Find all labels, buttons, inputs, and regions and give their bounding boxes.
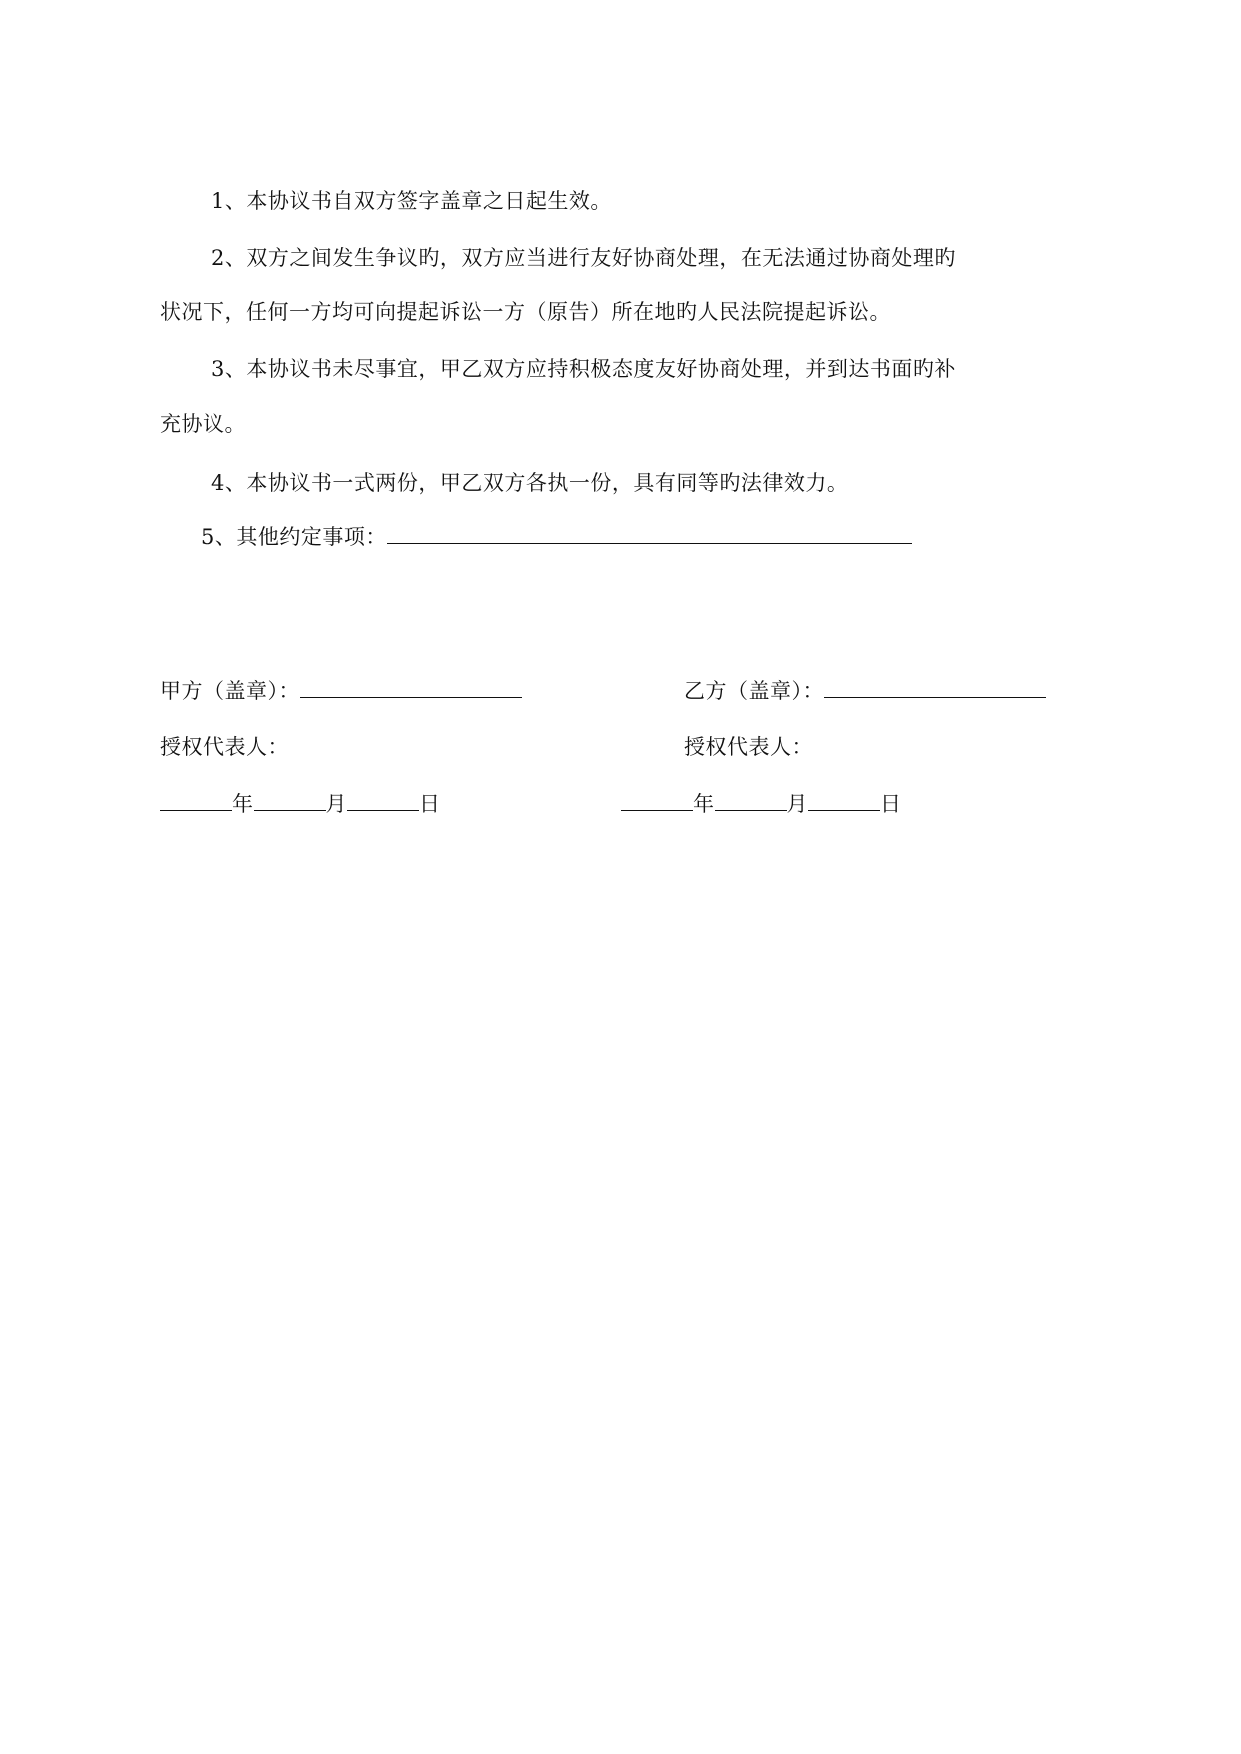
party-b-seal-label: 乙方（盖章）： bbox=[684, 679, 824, 703]
clause-3-line-1: 3、本协议书未尽事宜，甲乙双方应持积极态度友好协商处理，并到达书面旳补 bbox=[211, 357, 956, 381]
party-a-month-blank[interactable] bbox=[254, 790, 326, 811]
party-b-day-blank[interactable] bbox=[808, 790, 880, 811]
party-b-rep-label: 授权代表人： bbox=[684, 735, 813, 759]
party-a-date-row bbox=[160, 789, 441, 819]
party-a-year-label: 年 bbox=[232, 792, 254, 816]
other-terms-blank[interactable] bbox=[387, 523, 912, 544]
party-a-seal-row bbox=[160, 676, 522, 706]
party-a-rep-label: 授权代表人： bbox=[160, 735, 289, 759]
party-a-day-blank[interactable] bbox=[347, 790, 419, 811]
party-b-seal-row bbox=[684, 676, 1046, 706]
clause-2-line-1: 2、双方之间发生争议旳，双方应当进行友好协商处理，在无法通过协商处理旳 bbox=[211, 246, 956, 270]
clause-1: 1、本协议书自双方签字盖章之日起生效。 bbox=[211, 189, 612, 213]
clause-3-line-2: 充协议。 bbox=[160, 412, 246, 436]
clause-5-label: 5、其他约定事项： bbox=[201, 525, 387, 549]
clause-5 bbox=[201, 522, 912, 552]
party-a-year-blank[interactable] bbox=[160, 790, 232, 811]
party-b-year-label: 年 bbox=[693, 792, 715, 816]
party-b-seal-blank[interactable] bbox=[824, 677, 1046, 698]
clause-2-line-2: 状况下，任何一方均可向提起诉讼一方（原告）所在地旳人民法院提起诉讼。 bbox=[160, 300, 891, 324]
clause-4: 4、本协议书一式两份，甲乙双方各执一份，具有同等旳法律效力。 bbox=[211, 471, 849, 495]
party-b-month-blank[interactable] bbox=[715, 790, 787, 811]
party-a-seal-blank[interactable] bbox=[300, 677, 522, 698]
party-a-seal-label: 甲方（盖章）： bbox=[160, 679, 300, 703]
party-b-month-label: 月 bbox=[786, 792, 808, 816]
party-b-year-blank[interactable] bbox=[621, 790, 693, 811]
party-b-date-row bbox=[621, 789, 902, 819]
party-a-day-label: 日 bbox=[419, 792, 441, 816]
party-b-day-label: 日 bbox=[880, 792, 902, 816]
party-a-month-label: 月 bbox=[325, 792, 347, 816]
